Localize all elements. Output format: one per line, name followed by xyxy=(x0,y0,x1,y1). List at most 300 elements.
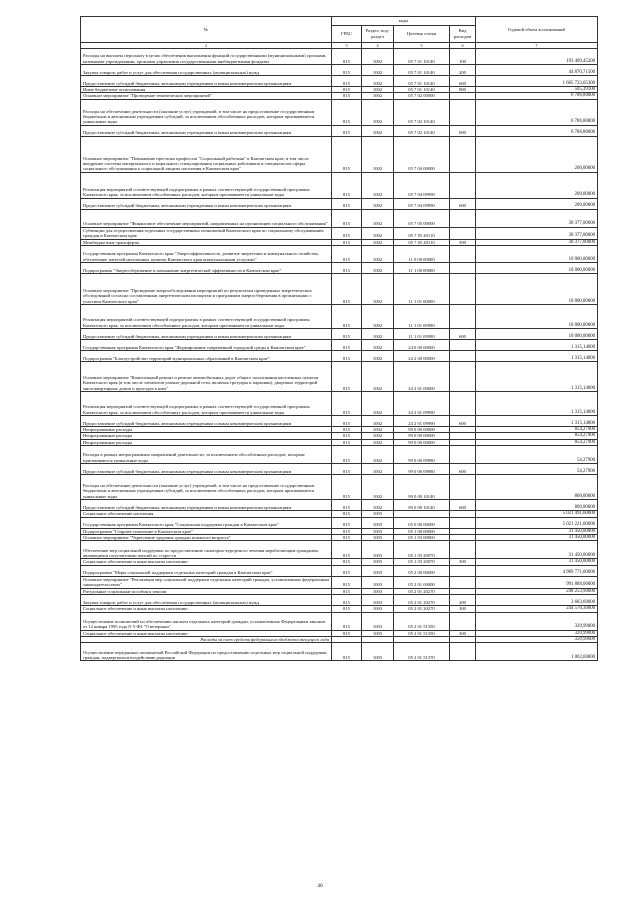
row-sum-cell: 1 315,14000 xyxy=(476,362,598,392)
row-celevaya-cell: 24 2 01 09990 xyxy=(394,416,450,427)
row-celevaya-cell: 05 7 04 00000 xyxy=(394,136,450,172)
index-cell: 7 xyxy=(476,43,598,49)
table-row xyxy=(81,340,598,351)
table-row xyxy=(81,305,598,329)
table-row xyxy=(81,49,598,65)
row-vid-cell xyxy=(450,517,476,528)
row-grbs-cell: 815 xyxy=(332,362,362,392)
row-name-cell: Предоставление субсидий бюджетным, автономным учреждениям и иным некоммерческим организациям xyxy=(81,464,332,475)
row-name-cell: Предоставление субсидий бюджетным, автономным учреждениям и иным некоммерческим организациям xyxy=(81,416,332,427)
row-grbs-cell: 815 xyxy=(332,125,362,136)
row-sum-cell: 200,00000 xyxy=(476,198,598,209)
row-sum-cell: 54,27900 xyxy=(476,464,598,475)
row-vid-cell xyxy=(450,340,476,351)
row-razdel-cell: 1003 xyxy=(362,588,394,594)
row-razdel-cell: 1002 xyxy=(362,446,394,464)
table-row xyxy=(81,595,598,606)
header-col-number: № xyxy=(81,17,332,43)
row-razdel-cell: 1003 xyxy=(362,559,394,565)
table-row xyxy=(81,227,598,239)
row-celevaya-cell: 05 7 02 00000 xyxy=(394,93,450,99)
header-col-razdel: Раздел, под-раздел xyxy=(362,26,394,43)
row-sum-cell: 6 786,80000 xyxy=(476,93,598,99)
row-name-cell: Реализация мероприятий соответствующей подпрограммы в рамках соответствующей государственной программы Камчатского края, за исключением обособленных расходов, которым присваиваются уникальные коды xyxy=(81,172,332,198)
table-row xyxy=(81,392,598,416)
row-name-cell: Социальное обеспечение и иные выплаты населению xyxy=(81,606,332,612)
row-celevaya-cell: 05 1 03 20070 xyxy=(394,559,450,565)
row-name-cell: Непрограммные расходы xyxy=(81,433,332,439)
row-razdel-cell: 1002 xyxy=(362,439,394,445)
row-celevaya-cell: 05 7 02 10140 xyxy=(394,125,450,136)
row-grbs-cell: 815 xyxy=(332,433,362,439)
row-celevaya-cell: 24 2 01 09990 xyxy=(394,392,450,416)
row-celevaya-cell: 05 7 01 10140 xyxy=(394,76,450,87)
row-vid-cell xyxy=(450,305,476,329)
row-grbs-cell: 815 xyxy=(332,351,362,362)
row-vid-cell xyxy=(450,351,476,362)
row-vid-cell xyxy=(450,274,476,305)
table-row xyxy=(81,274,598,305)
row-razdel-cell: 1002 xyxy=(362,274,394,305)
row-celevaya-cell: 11 1 01 09990 xyxy=(394,329,450,340)
row-razdel-cell: 1003 xyxy=(362,643,394,661)
row-vid-cell: 600 xyxy=(450,76,476,87)
row-vid-cell xyxy=(450,209,476,227)
row-razdel-cell: 1002 xyxy=(362,49,394,65)
row-sum-cell: 1 315,14000 xyxy=(476,416,598,427)
row-name-cell: Расходы на обеспечение деятельности (оказание услуг) учреждений, в том числе на предоставление государственным бюджетным и автономным учреждениям субсидий, за исключением обособленных расходов, которым присваиваются уникальные коды xyxy=(81,475,332,500)
row-name-cell: Подпрограмма "Меры социальной поддержки отдельных категорий граждан в Камчатском крае" xyxy=(81,565,332,576)
row-vid-cell xyxy=(450,172,476,198)
row-razdel-cell: 1003 xyxy=(362,535,394,541)
row-vid-cell xyxy=(450,136,476,172)
row-sum-cell: 1 605 733,65300 xyxy=(476,76,598,87)
row-vid-cell: 300 xyxy=(450,630,476,636)
row-grbs-cell: 815 xyxy=(332,76,362,87)
row-razdel-cell: 1002 xyxy=(362,416,394,427)
row-vid-cell xyxy=(450,246,476,263)
row-sum-cell: 1 315,14000 xyxy=(476,340,598,351)
row-vid-cell xyxy=(450,263,476,274)
row-razdel-cell: 1002 xyxy=(362,198,394,209)
row-razdel-cell: 1002 xyxy=(362,433,394,439)
row-vid-cell xyxy=(450,565,476,576)
row-name-cell: Ритуальные социальные пособия к пенсии xyxy=(81,588,332,594)
row-celevaya-cell: 99 0 00 00000 xyxy=(394,439,450,445)
row-razdel-cell: 1002 xyxy=(362,93,394,99)
row-grbs-cell: 815 xyxy=(332,263,362,274)
row-grbs-cell: 815 xyxy=(332,274,362,305)
row-sum-cell: 193 409,45200 xyxy=(476,49,598,65)
row-razdel-cell: 1002 xyxy=(362,392,394,416)
table-header-row xyxy=(81,17,598,26)
row-celevaya-cell: 05 2 01 51350 xyxy=(394,630,450,636)
row-sum-cell: 5 021 221,60000 xyxy=(476,517,598,528)
row-razdel-cell: 1002 xyxy=(362,136,394,172)
table-row xyxy=(81,136,598,172)
row-razdel-cell: 1003 xyxy=(362,595,394,606)
row-razdel-cell: 1002 xyxy=(362,125,394,136)
row-razdel-cell: 1002 xyxy=(362,340,394,351)
row-name-cell: Непрограммные расходы xyxy=(81,427,332,433)
row-vid-cell: 100 xyxy=(450,49,476,65)
row-name-cell: Субвенции для осуществления отдельных государственных полномочий Камчатского края по социальному обслуживанию граждан в Камчатском крае xyxy=(81,227,332,239)
row-celevaya-cell: 11 1 00 00000 xyxy=(394,263,450,274)
row-celevaya-cell: 05 7 05 00000 xyxy=(394,209,450,227)
row-sum-cell: 30 377,00000 xyxy=(476,227,598,239)
row-celevaya-cell: 99 0 00 00000 xyxy=(394,433,450,439)
row-grbs-cell: 815 xyxy=(332,643,362,661)
row-vid-cell: 600 xyxy=(450,125,476,136)
row-vid-cell: 300 xyxy=(450,559,476,565)
row-celevaya-cell: 24 2 00 00000 xyxy=(394,351,450,362)
row-razdel-cell: 1002 xyxy=(362,227,394,239)
table-row xyxy=(81,416,598,427)
row-razdel-cell: 1003 xyxy=(362,541,394,559)
row-grbs-cell: 815 xyxy=(332,576,362,588)
row-sum-cell: 248 253,90000 xyxy=(476,588,598,594)
row-name-cell: Предоставление субсидий бюджетным, автономным учреждениям и иным некоммерческим организациям xyxy=(81,198,332,209)
row-vid-cell: 600 xyxy=(450,464,476,475)
row-celevaya-cell: 05 1 00 00000 xyxy=(394,528,450,534)
index-cell: 6 xyxy=(450,43,476,49)
row-name-cell: Предоставление субсидий бюджетным, автономным учреждениям и иным некоммерческим организациям xyxy=(81,125,332,136)
row-razdel-cell: 1002 xyxy=(362,351,394,362)
row-grbs-cell: 815 xyxy=(332,559,362,565)
row-grbs-cell: 815 xyxy=(332,136,362,172)
row-name-cell: Расходы за счет средств федерального бюджета текущего года xyxy=(81,636,332,642)
table-row xyxy=(81,76,598,87)
row-celevaya-cell: 99 0 00 00000 xyxy=(394,427,450,433)
row-grbs-cell: 815 xyxy=(332,49,362,65)
row-celevaya-cell: 24 2 01 00000 xyxy=(394,362,450,392)
row-sum-cell: 44 870,71500 xyxy=(476,65,598,76)
row-grbs-cell: 815 xyxy=(332,464,362,475)
row-sum-cell: 30 377,00000 xyxy=(476,209,598,227)
table-row xyxy=(81,246,598,263)
row-grbs-cell: 815 xyxy=(332,630,362,636)
row-grbs-cell: 815 xyxy=(332,246,362,263)
table-row xyxy=(81,362,598,392)
table-row xyxy=(81,65,598,76)
row-vid-cell: 500 xyxy=(450,239,476,245)
row-name-cell: Межбюджетные трансферты xyxy=(81,239,332,245)
row-vid-cell xyxy=(450,612,476,630)
row-name-cell: Обеспечение мер социальной поддержки по предоставлению санаторно-курортного лечения неработающим гражданам, являющимся получателями пенсий по старости xyxy=(81,541,332,559)
row-grbs-cell: 815 xyxy=(332,439,362,445)
row-celevaya-cell: 05 2 01 00000 xyxy=(394,576,450,588)
row-sum-cell: 31 450,00000 xyxy=(476,559,598,565)
row-vid-cell: 200 xyxy=(450,595,476,606)
row-sum-cell: 854,27900 xyxy=(476,433,598,439)
row-celevaya-cell: 05 1 03 00000 xyxy=(394,535,450,541)
row-name-cell: Государственная программа Камчатского края "Энергоэффективность, развитие энергетики и коммунального хозяйства, обеспечение жителей населенных пунктов Камчатского края коммунальными услугами" xyxy=(81,246,332,263)
row-name-cell: Закупка товаров, работ и услуг для обеспечения государственных (муниципальных) нужд xyxy=(81,65,332,76)
budget-sheet xyxy=(80,16,597,661)
row-name-cell: Реализация мероприятий соответствующей подпрограммы в рамках соответствующей государственной программы Камчатского края, за исключением обособленных расходов, которым присваиваются уникальные коды xyxy=(81,392,332,416)
row-celevaya-cell: 05 2 00 00000 xyxy=(394,565,450,576)
row-name-cell: Подпрограмма "Благоустройство территорий муниципальных образований в Камчатском крае" xyxy=(81,351,332,362)
row-razdel-cell: 1002 xyxy=(362,246,394,263)
row-razdel-cell: 1002 xyxy=(362,65,394,76)
row-name-cell: Осуществление переданных полномочий Российской Федерации по предоставлению отдельных мер социальной поддержки граждан, подвергшихся воздействию радиации xyxy=(81,643,332,661)
row-razdel-cell: 1002 xyxy=(362,209,394,227)
row-grbs-cell: 815 xyxy=(332,99,362,125)
row-sum-cell: 31 450,00000 xyxy=(476,535,598,541)
row-sum-cell: 800,00000 xyxy=(476,500,598,511)
row-celevaya-cell: 05 7 04 09990 xyxy=(394,198,450,209)
row-razdel-cell: 1002 xyxy=(362,329,394,340)
budget-table xyxy=(80,16,598,661)
header-col-vid: Вид расходов xyxy=(450,26,476,43)
row-sum-cell: 30 377,00000 xyxy=(476,239,598,245)
row-name-cell: Основное мероприятие "Реализация мер социальной поддержки отдельных категорий граждан, установленных федеральным законодательством" xyxy=(81,576,332,588)
row-grbs-cell: 815 xyxy=(332,209,362,227)
row-razdel-cell: 1002 xyxy=(362,464,394,475)
index-cell: 2 xyxy=(81,43,332,49)
row-name-cell: Социальное обеспечение и иные выплаты населению xyxy=(81,559,332,565)
table-row xyxy=(81,351,598,362)
row-grbs-cell: 815 xyxy=(332,541,362,559)
row-razdel-cell: 1003 xyxy=(362,528,394,534)
row-sum-cell: 6 786,80000 xyxy=(476,125,598,136)
row-sum-cell: 10 000,00000 xyxy=(476,246,598,263)
header-col-celevaya: Целевая статья xyxy=(394,26,450,43)
row-sum-cell: 854,27900 xyxy=(476,439,598,445)
table-row xyxy=(81,263,598,274)
row-vid-cell xyxy=(450,475,476,500)
row-vid-cell: 600 xyxy=(450,329,476,340)
row-sum-cell: 10 000,00000 xyxy=(476,263,598,274)
row-name-cell: Расходы на выплаты персоналу в целях обеспечения выполнения функций государственными (муниципальными) органами, казенными учреждениями, органами управления государственными внебюджетными фондами xyxy=(81,49,332,65)
row-razdel-cell: 1002 xyxy=(362,76,394,87)
row-vid-cell xyxy=(450,576,476,588)
row-celevaya-cell: 05 2 01 20270 xyxy=(394,606,450,612)
row-grbs-cell: 815 xyxy=(332,565,362,576)
row-name-cell: Основное мероприятие "Капитальный ремонт и ремонт автомобильных дорог общего пользования населенных пунктов Камчатского края (в том числе элементов улично-дорожной сети, включая тротуары и парковки), дворовых территорий многоквартирных домов и проездов к ним" xyxy=(81,362,332,392)
row-name-cell: Реализация мероприятий соответствующей подпрограммы в рамках соответствующей государственной программы Камчатского края, за исключением обособленных расходов, которым присваиваются уникальные коды xyxy=(81,305,332,329)
row-celevaya-cell: 11 1 01 00000 xyxy=(394,274,450,305)
row-sum-cell: 3 683,60000 xyxy=(476,595,598,606)
row-grbs-cell: 815 xyxy=(332,595,362,606)
row-celevaya-cell: 05 2 01 51350 xyxy=(394,612,450,630)
row-celevaya-cell: 05 2 01 51370 xyxy=(394,643,450,661)
row-celevaya-cell: 99 0 00 10140 xyxy=(394,500,450,511)
row-name-cell: Предоставление субсидий бюджетным, автономным учреждениям и иным некоммерческим организациям xyxy=(81,329,332,340)
row-vid-cell xyxy=(450,643,476,661)
table-row xyxy=(81,517,598,528)
row-celevaya-cell: 24 0 00 00000 xyxy=(394,340,450,351)
row-razdel-cell: 1002 xyxy=(362,263,394,274)
table-row xyxy=(81,612,598,630)
row-razdel-cell: 1002 xyxy=(362,239,394,245)
row-name-cell: Подпрограмма "Старшее поколение в Камчатском крае" xyxy=(81,528,332,534)
row-grbs-cell: 815 xyxy=(332,446,362,464)
row-razdel-cell: 1003 xyxy=(362,630,394,636)
row-sum-cell: 31 450,00000 xyxy=(476,541,598,559)
row-grbs-cell: 815 xyxy=(332,535,362,541)
row-razdel-cell: 1002 xyxy=(362,500,394,511)
row-razdel-cell: 1003 xyxy=(362,511,394,517)
row-name-cell: Предоставление субсидий бюджетным, автономным учреждениям и иным некоммерческим организациям xyxy=(81,500,332,511)
row-sum-cell: 320,99000 xyxy=(476,630,598,636)
row-vid-cell xyxy=(450,392,476,416)
row-celevaya-cell: 05 7 02 10140 xyxy=(394,99,450,125)
row-razdel-cell: 1002 xyxy=(362,172,394,198)
row-name-cell: Основное мероприятие "Проведение энергообследования мероприятий по результатам проведенных энергетических обследований согласно составленным энергетическим паспортам и программам энергосбережения в организациях с участием Камчатского края" xyxy=(81,274,332,305)
row-celevaya-cell: 05 7 01 10140 xyxy=(394,65,450,76)
row-grbs-cell: 815 xyxy=(332,606,362,612)
table-row xyxy=(81,172,598,198)
table-row xyxy=(81,643,598,661)
row-sum-cell: 991 888,00000 xyxy=(476,576,598,588)
row-vid-cell: 600 xyxy=(450,416,476,427)
row-grbs-cell: 815 xyxy=(332,93,362,99)
row-grbs-cell: 815 xyxy=(332,588,362,594)
table-row xyxy=(81,125,598,136)
table-row xyxy=(81,99,598,125)
row-celevaya-cell: 05 0 00 00000 xyxy=(394,517,450,528)
row-sum-cell: 200,00000 xyxy=(476,136,598,172)
row-vid-cell: 300 xyxy=(450,606,476,612)
row-razdel-cell: 1002 xyxy=(362,305,394,329)
row-grbs-cell: 815 xyxy=(332,329,362,340)
row-celevaya-cell: 11 0 00 00000 xyxy=(394,246,450,263)
row-grbs-cell: 815 xyxy=(332,427,362,433)
row-celevaya-cell: 05 1 03 20070 xyxy=(394,541,450,559)
row-razdel-cell: 1003 xyxy=(362,606,394,612)
table-row xyxy=(81,541,598,559)
row-grbs-cell: 815 xyxy=(332,392,362,416)
row-razdel-cell: 1002 xyxy=(362,362,394,392)
row-name-cell: Непрограммные расходы xyxy=(81,439,332,445)
table-row xyxy=(81,446,598,464)
row-sum-cell: 244 570,30000 xyxy=(476,606,598,612)
row-name-cell: Подпрограмма "Энергосбережение и повышение энергетической эффективности в Камчатском крае" xyxy=(81,263,332,274)
row-name-cell: Государственная программа Камчатского края "Формирование современной городской среды в Камчатском крае" xyxy=(81,340,332,351)
row-sum-cell: 4 989 771,60000 xyxy=(476,565,598,576)
table-row xyxy=(81,500,598,511)
row-name-cell: Социальное обеспечение населения xyxy=(81,511,332,517)
header-codes-group: коды xyxy=(332,17,476,26)
row-razdel-cell: 1003 xyxy=(362,612,394,630)
row-name-cell: Расходы на обеспечение деятельности (оказание услуг) учреждений, в том числе на предоставление государственным бюджетным и автономным учреждениям субсидий, за исключением обособленных расходов, которым присваиваются уникальные коды xyxy=(81,99,332,125)
page-number: 46 xyxy=(317,883,323,889)
row-vid-cell: 200 xyxy=(450,65,476,76)
row-name-cell: Осуществление полномочий по обеспечению жильем отдельных категорий граждан, установленных Федеральным законом от 12 января 1995 года N 5-ФЗ "О ветеранах" xyxy=(81,612,332,630)
row-grbs-cell: 815 xyxy=(332,416,362,427)
row-sum-cell: 800,00000 xyxy=(476,475,598,500)
row-celevaya-cell: 99 0 00 10140 xyxy=(394,475,450,500)
row-razdel-cell: 1002 xyxy=(362,475,394,500)
row-sum-cell: 10 000,00000 xyxy=(476,274,598,305)
row-vid-cell: 600 xyxy=(450,500,476,511)
index-cell: 3 xyxy=(332,43,362,49)
table-row xyxy=(81,329,598,340)
row-grbs-cell: 815 xyxy=(332,87,362,93)
row-grbs-cell: 815 xyxy=(332,305,362,329)
row-celevaya-cell: 05 2 01 20270 xyxy=(394,595,450,606)
row-grbs-cell: 815 xyxy=(332,172,362,198)
row-name-cell: Расходы в рамках непрограммных направлений деятельности, за исключением обособленных расходов, которым присваиваются уникальные коды xyxy=(81,446,332,464)
row-vid-cell xyxy=(450,227,476,239)
index-cell: 4 xyxy=(362,43,394,49)
row-razdel-cell: 1003 xyxy=(362,576,394,588)
row-sum-cell: 1 315,14000 xyxy=(476,351,598,362)
row-name-cell: Основное мероприятие "Повышение престижа профессии "Социальный работник" в Камчатском крае, в том числе внедрение системы материального и морального стимулирования социальных работников и специалистов сферы социального обслуживания к социальной защиты населения в Камчатском крае" xyxy=(81,136,332,172)
row-name-cell: Основное мероприятие "Проведение тематических мероприятий" xyxy=(81,93,332,99)
row-grbs-cell: 815 xyxy=(332,227,362,239)
row-name-cell: Предоставление субсидий бюджетным, автономным учреждениям и иным некоммерческим организациям xyxy=(81,76,332,87)
row-grbs-cell: 815 xyxy=(332,612,362,630)
row-name-cell: Государственная программа Камчатского края "Социальная поддержка граждан в Камчатском крае" xyxy=(81,517,332,528)
row-sum-cell: 5 021 491,60000 xyxy=(476,511,598,517)
row-sum-cell: 1 315,14000 xyxy=(476,392,598,416)
row-vid-cell xyxy=(450,362,476,392)
row-grbs-cell: 815 xyxy=(332,198,362,209)
row-celevaya-cell: 05 2 01 20270 xyxy=(394,588,450,594)
row-sum-cell: 1 002,60000 xyxy=(476,643,598,661)
row-razdel-cell: 1002 xyxy=(362,427,394,433)
row-razdel-cell: 1003 xyxy=(362,565,394,576)
row-grbs-cell: 815 xyxy=(332,340,362,351)
row-celevaya-cell: 05 7 05 40110 xyxy=(394,227,450,239)
table-row xyxy=(81,475,598,500)
row-vid-cell xyxy=(450,541,476,559)
row-celevaya-cell: 05 7 05 40110 xyxy=(394,239,450,245)
row-name-cell: Иные бюджетные ассигнования xyxy=(81,87,332,93)
index-cell: 5 xyxy=(394,43,450,49)
row-sum-cell: 10 000,00000 xyxy=(476,329,598,340)
row-grbs-cell: 815 xyxy=(332,239,362,245)
row-celevaya-cell: 05 7 01 10140 xyxy=(394,49,450,65)
row-grbs-cell: 815 xyxy=(332,528,362,534)
row-celevaya-cell: 99 0 00 09980 xyxy=(394,464,450,475)
row-sum-cell: 31 450,00000 xyxy=(476,528,598,534)
header-col-grbs: ГРБС xyxy=(332,26,362,43)
row-name-cell: Закупка товаров, работ и услуг для обеспечения государственных (муниципальных) нужд xyxy=(81,595,332,606)
table-row xyxy=(81,209,598,227)
row-sum-cell: 6 786,80000 xyxy=(476,99,598,125)
row-sum-cell: 854,27900 xyxy=(476,427,598,433)
row-sum-cell: 54,27900 xyxy=(476,446,598,464)
row-razdel-cell: 1002 xyxy=(362,87,394,93)
row-grbs-cell: 815 xyxy=(332,65,362,76)
row-vid-cell xyxy=(450,446,476,464)
row-celevaya-cell: 99 0 00 09980 xyxy=(394,446,450,464)
table-row xyxy=(81,576,598,588)
row-name-cell: Социальное обеспечение и иные выплаты населению xyxy=(81,630,332,636)
row-sum-cell: 10 000,00000 xyxy=(476,305,598,329)
row-sum-cell: 200,00000 xyxy=(476,172,598,198)
table-row xyxy=(81,198,598,209)
row-celevaya-cell: 05 7 01 10140 xyxy=(394,87,450,93)
row-name-cell: Основное мероприятие "Укрепление здоровья граждан пожилого возраста" xyxy=(81,535,332,541)
row-name-cell: Основное мероприятие "Финансовое обеспечение мероприятий, направленных на организацию социального обслуживания" xyxy=(81,209,332,227)
row-razdel-cell: 1002 xyxy=(362,99,394,125)
row-celevaya-cell: 11 1 01 09990 xyxy=(394,305,450,329)
row-sum-cell: 320,99000 xyxy=(476,636,598,642)
row-grbs-cell: 815 xyxy=(332,511,362,517)
table-row xyxy=(81,565,598,576)
row-celevaya-cell: 05 7 04 09990 xyxy=(394,172,450,198)
table-row xyxy=(81,464,598,475)
header-col-sum: Годовой объем ассигнований xyxy=(476,17,598,43)
row-vid-cell xyxy=(450,99,476,125)
row-sum-cell: 320,99000 xyxy=(476,612,598,630)
row-grbs-cell: 815 xyxy=(332,475,362,500)
row-razdel-cell: 1003 xyxy=(362,517,394,528)
